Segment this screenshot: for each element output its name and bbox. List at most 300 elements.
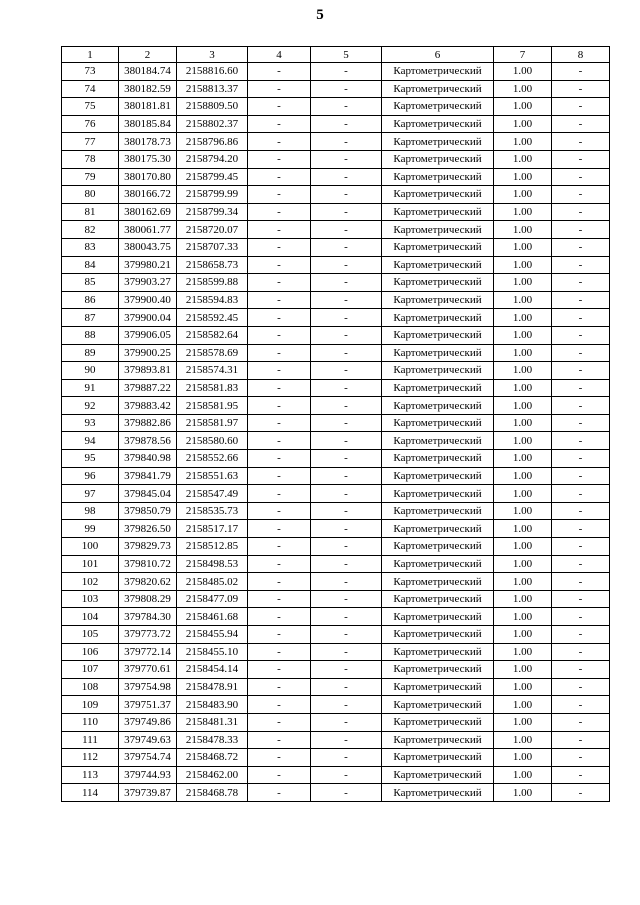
column-8-value-cell: -	[552, 678, 610, 696]
point-number-cell: 84	[62, 256, 119, 274]
column-header-6: 6	[382, 47, 494, 63]
method-cell: Картометрический	[382, 221, 494, 239]
accuracy-cell: 1.00	[494, 502, 552, 520]
y-coordinate-cell: 2158796.86	[177, 133, 248, 151]
point-number-cell: 93	[62, 414, 119, 432]
accuracy-cell: 1.00	[494, 115, 552, 133]
point-number-cell: 82	[62, 221, 119, 239]
column-5-value-cell: -	[311, 731, 382, 749]
accuracy-cell: 1.00	[494, 661, 552, 679]
column-4-value-cell: -	[248, 784, 311, 802]
accuracy-cell: 1.00	[494, 555, 552, 573]
accuracy-cell: 1.00	[494, 80, 552, 98]
accuracy-cell: 1.00	[494, 731, 552, 749]
column-8-value-cell: -	[552, 150, 610, 168]
column-4-value-cell: -	[248, 186, 311, 204]
column-4-value-cell: -	[248, 80, 311, 98]
point-number-cell: 105	[62, 626, 119, 644]
y-coordinate-cell: 2158816.60	[177, 63, 248, 81]
column-4-value-cell: -	[248, 520, 311, 538]
y-coordinate-cell: 2158581.95	[177, 397, 248, 415]
x-coordinate-cell: 379749.86	[119, 713, 177, 731]
column-header-2: 2	[119, 47, 177, 63]
point-number-cell: 95	[62, 450, 119, 468]
point-number-cell: 108	[62, 678, 119, 696]
column-8-value-cell: -	[552, 643, 610, 661]
column-5-value-cell: -	[311, 309, 382, 327]
method-cell: Картометрический	[382, 344, 494, 362]
x-coordinate-cell: 379754.98	[119, 678, 177, 696]
table-row	[62, 713, 610, 731]
table-row	[62, 678, 610, 696]
method-cell: Картометрический	[382, 291, 494, 309]
x-coordinate-cell: 379900.25	[119, 344, 177, 362]
x-coordinate-cell: 379850.79	[119, 502, 177, 520]
x-coordinate-cell: 379739.87	[119, 784, 177, 802]
column-8-value-cell: -	[552, 749, 610, 767]
method-cell: Картометрический	[382, 80, 494, 98]
method-cell: Картометрический	[382, 414, 494, 432]
x-coordinate-cell: 379900.04	[119, 309, 177, 327]
column-5-value-cell: -	[311, 379, 382, 397]
point-number-cell: 80	[62, 186, 119, 204]
method-cell: Картометрический	[382, 555, 494, 573]
column-5-value-cell: -	[311, 326, 382, 344]
x-coordinate-cell: 380182.59	[119, 80, 177, 98]
column-5-value-cell: -	[311, 590, 382, 608]
page-number: 5	[316, 7, 324, 23]
accuracy-cell: 1.00	[494, 573, 552, 591]
point-number-cell: 92	[62, 397, 119, 415]
accuracy-cell: 1.00	[494, 713, 552, 731]
column-8-value-cell: -	[552, 186, 610, 204]
point-number-cell: 73	[62, 63, 119, 81]
column-4-value-cell: -	[248, 203, 311, 221]
x-coordinate-cell: 379903.27	[119, 274, 177, 292]
column-4-value-cell: -	[248, 608, 311, 626]
column-4-value-cell: -	[248, 63, 311, 81]
x-coordinate-cell: 380061.77	[119, 221, 177, 239]
point-number-cell: 85	[62, 274, 119, 292]
table-row	[62, 274, 610, 292]
y-coordinate-cell: 2158454.14	[177, 661, 248, 679]
column-8-value-cell: -	[552, 608, 610, 626]
method-cell: Картометрический	[382, 520, 494, 538]
column-5-value-cell: -	[311, 643, 382, 661]
column-4-value-cell: -	[248, 379, 311, 397]
x-coordinate-cell: 379784.30	[119, 608, 177, 626]
column-5-value-cell: -	[311, 766, 382, 784]
table-row	[62, 344, 610, 362]
column-8-value-cell: -	[552, 168, 610, 186]
column-4-value-cell: -	[248, 450, 311, 468]
column-5-value-cell: -	[311, 573, 382, 591]
point-number-cell: 76	[62, 115, 119, 133]
y-coordinate-cell: 2158462.00	[177, 766, 248, 784]
x-coordinate-cell: 379773.72	[119, 626, 177, 644]
table-row	[62, 326, 610, 344]
accuracy-cell: 1.00	[494, 309, 552, 327]
method-cell: Картометрический	[382, 467, 494, 485]
column-5-value-cell: -	[311, 520, 382, 538]
y-coordinate-cell: 2158478.33	[177, 731, 248, 749]
column-8-value-cell: -	[552, 238, 610, 256]
column-8-value-cell: -	[552, 397, 610, 415]
table-row	[62, 450, 610, 468]
column-5-value-cell: -	[311, 186, 382, 204]
column-5-value-cell: -	[311, 397, 382, 415]
point-number-cell: 113	[62, 766, 119, 784]
y-coordinate-cell: 2158551.63	[177, 467, 248, 485]
column-header-8: 8	[552, 47, 610, 63]
accuracy-cell: 1.00	[494, 150, 552, 168]
method-cell: Картометрический	[382, 696, 494, 714]
column-8-value-cell: -	[552, 661, 610, 679]
table-row	[62, 555, 610, 573]
table-row	[62, 98, 610, 116]
method-cell: Картометрический	[382, 784, 494, 802]
y-coordinate-cell: 2158483.90	[177, 696, 248, 714]
point-number-cell: 83	[62, 238, 119, 256]
column-header-4: 4	[248, 47, 311, 63]
column-8-value-cell: -	[552, 626, 610, 644]
column-8-value-cell: -	[552, 573, 610, 591]
column-4-value-cell: -	[248, 274, 311, 292]
column-4-value-cell: -	[248, 133, 311, 151]
table-row	[62, 397, 610, 415]
method-cell: Картометрический	[382, 573, 494, 591]
x-coordinate-cell: 379882.86	[119, 414, 177, 432]
point-number-cell: 99	[62, 520, 119, 538]
method-cell: Картометрический	[382, 626, 494, 644]
table-row	[62, 696, 610, 714]
accuracy-cell: 1.00	[494, 749, 552, 767]
column-5-value-cell: -	[311, 450, 382, 468]
method-cell: Картометрический	[382, 256, 494, 274]
accuracy-cell: 1.00	[494, 238, 552, 256]
table-row	[62, 379, 610, 397]
x-coordinate-cell: 379772.14	[119, 643, 177, 661]
column-5-value-cell: -	[311, 467, 382, 485]
method-cell: Картометрический	[382, 203, 494, 221]
x-coordinate-cell: 380166.72	[119, 186, 177, 204]
table-header	[62, 47, 610, 63]
column-8-value-cell: -	[552, 766, 610, 784]
accuracy-cell: 1.00	[494, 362, 552, 380]
y-coordinate-cell: 2158592.45	[177, 309, 248, 327]
x-coordinate-cell: 380170.80	[119, 168, 177, 186]
table-body	[62, 63, 610, 802]
point-number-cell: 101	[62, 555, 119, 573]
column-4-value-cell: -	[248, 168, 311, 186]
column-4-value-cell: -	[248, 555, 311, 573]
point-number-cell: 98	[62, 502, 119, 520]
point-number-cell: 100	[62, 538, 119, 556]
accuracy-cell: 1.00	[494, 626, 552, 644]
point-number-cell: 111	[62, 731, 119, 749]
column-4-value-cell: -	[248, 485, 311, 503]
y-coordinate-cell: 2158498.53	[177, 555, 248, 573]
column-5-value-cell: -	[311, 696, 382, 714]
column-8-value-cell: -	[552, 309, 610, 327]
point-number-cell: 114	[62, 784, 119, 802]
method-cell: Картометрический	[382, 133, 494, 151]
point-number-cell: 79	[62, 168, 119, 186]
table-row	[62, 766, 610, 784]
accuracy-cell: 1.00	[494, 432, 552, 450]
table-row	[62, 626, 610, 644]
table-row	[62, 256, 610, 274]
method-cell: Картометрический	[382, 98, 494, 116]
x-coordinate-cell: 379841.79	[119, 467, 177, 485]
x-coordinate-cell: 379900.40	[119, 291, 177, 309]
y-coordinate-cell: 2158455.10	[177, 643, 248, 661]
x-coordinate-cell: 379808.29	[119, 590, 177, 608]
column-5-value-cell: -	[311, 221, 382, 239]
y-coordinate-cell: 2158547.49	[177, 485, 248, 503]
column-8-value-cell: -	[552, 450, 610, 468]
table-row	[62, 63, 610, 81]
column-8-value-cell: -	[552, 63, 610, 81]
column-8-value-cell: -	[552, 274, 610, 292]
point-number-cell: 94	[62, 432, 119, 450]
method-cell: Картометрический	[382, 186, 494, 204]
column-8-value-cell: -	[552, 98, 610, 116]
x-coordinate-cell: 380178.73	[119, 133, 177, 151]
column-4-value-cell: -	[248, 115, 311, 133]
column-4-value-cell: -	[248, 344, 311, 362]
column-8-value-cell: -	[552, 115, 610, 133]
table-row	[62, 150, 610, 168]
column-5-value-cell: -	[311, 678, 382, 696]
x-coordinate-cell: 379770.61	[119, 661, 177, 679]
column-5-value-cell: -	[311, 274, 382, 292]
y-coordinate-cell: 2158580.60	[177, 432, 248, 450]
column-5-value-cell: -	[311, 291, 382, 309]
y-coordinate-cell: 2158535.73	[177, 502, 248, 520]
table-row	[62, 291, 610, 309]
y-coordinate-cell: 2158478.91	[177, 678, 248, 696]
point-number-cell: 77	[62, 133, 119, 151]
column-4-value-cell: -	[248, 362, 311, 380]
accuracy-cell: 1.00	[494, 784, 552, 802]
x-coordinate-cell: 379845.04	[119, 485, 177, 503]
x-coordinate-cell: 379751.37	[119, 696, 177, 714]
x-coordinate-cell: 380185.84	[119, 115, 177, 133]
table-row	[62, 221, 610, 239]
column-4-value-cell: -	[248, 713, 311, 731]
table-row	[62, 80, 610, 98]
accuracy-cell: 1.00	[494, 590, 552, 608]
x-coordinate-cell: 379883.42	[119, 397, 177, 415]
column-5-value-cell: -	[311, 626, 382, 644]
point-number-cell: 74	[62, 80, 119, 98]
table-row	[62, 608, 610, 626]
x-coordinate-cell: 379980.21	[119, 256, 177, 274]
y-coordinate-cell: 2158455.94	[177, 626, 248, 644]
column-8-value-cell: -	[552, 590, 610, 608]
column-5-value-cell: -	[311, 238, 382, 256]
column-5-value-cell: -	[311, 63, 382, 81]
header-row	[62, 47, 610, 63]
column-4-value-cell: -	[248, 326, 311, 344]
x-coordinate-cell: 380175.30	[119, 150, 177, 168]
column-8-value-cell: -	[552, 291, 610, 309]
column-4-value-cell: -	[248, 502, 311, 520]
column-4-value-cell: -	[248, 661, 311, 679]
x-coordinate-cell: 379906.05	[119, 326, 177, 344]
point-number-cell: 90	[62, 362, 119, 380]
accuracy-cell: 1.00	[494, 608, 552, 626]
table-row	[62, 203, 610, 221]
method-cell: Картометрический	[382, 678, 494, 696]
column-5-value-cell: -	[311, 80, 382, 98]
table-row	[62, 502, 610, 520]
method-cell: Картометрический	[382, 326, 494, 344]
y-coordinate-cell: 2158581.97	[177, 414, 248, 432]
accuracy-cell: 1.00	[494, 291, 552, 309]
point-number-cell: 86	[62, 291, 119, 309]
column-header-3: 3	[177, 47, 248, 63]
method-cell: Картометрический	[382, 309, 494, 327]
column-5-value-cell: -	[311, 432, 382, 450]
accuracy-cell: 1.00	[494, 98, 552, 116]
column-8-value-cell: -	[552, 696, 610, 714]
point-number-cell: 102	[62, 573, 119, 591]
x-coordinate-cell: 380184.74	[119, 63, 177, 81]
table-row	[62, 731, 610, 749]
column-4-value-cell: -	[248, 467, 311, 485]
x-coordinate-cell: 379810.72	[119, 555, 177, 573]
column-5-value-cell: -	[311, 98, 382, 116]
accuracy-cell: 1.00	[494, 696, 552, 714]
point-number-cell: 109	[62, 696, 119, 714]
table-row	[62, 467, 610, 485]
method-cell: Картометрический	[382, 115, 494, 133]
x-coordinate-cell: 379878.56	[119, 432, 177, 450]
y-coordinate-cell: 2158552.66	[177, 450, 248, 468]
column-8-value-cell: -	[552, 432, 610, 450]
table-row	[62, 432, 610, 450]
column-4-value-cell: -	[248, 309, 311, 327]
column-5-value-cell: -	[311, 608, 382, 626]
x-coordinate-cell: 379829.73	[119, 538, 177, 556]
column-8-value-cell: -	[552, 80, 610, 98]
column-8-value-cell: -	[552, 414, 610, 432]
column-5-value-cell: -	[311, 661, 382, 679]
column-4-value-cell: -	[248, 573, 311, 591]
column-5-value-cell: -	[311, 485, 382, 503]
y-coordinate-cell: 2158485.02	[177, 573, 248, 591]
column-header-5: 5	[311, 47, 382, 63]
method-cell: Картометрический	[382, 63, 494, 81]
y-coordinate-cell: 2158461.68	[177, 608, 248, 626]
column-4-value-cell: -	[248, 291, 311, 309]
method-cell: Картометрический	[382, 450, 494, 468]
method-cell: Картометрический	[382, 397, 494, 415]
point-number-cell: 81	[62, 203, 119, 221]
method-cell: Картометрический	[382, 661, 494, 679]
column-4-value-cell: -	[248, 731, 311, 749]
table-row	[62, 661, 610, 679]
point-number-cell: 91	[62, 379, 119, 397]
accuracy-cell: 1.00	[494, 274, 552, 292]
y-coordinate-cell: 2158799.34	[177, 203, 248, 221]
y-coordinate-cell: 2158658.73	[177, 256, 248, 274]
x-coordinate-cell: 379893.81	[119, 362, 177, 380]
x-coordinate-cell: 379887.22	[119, 379, 177, 397]
y-coordinate-cell: 2158794.20	[177, 150, 248, 168]
point-number-cell: 103	[62, 590, 119, 608]
column-5-value-cell: -	[311, 168, 382, 186]
x-coordinate-cell: 379744.93	[119, 766, 177, 784]
table-row	[62, 186, 610, 204]
point-number-cell: 88	[62, 326, 119, 344]
y-coordinate-cell: 2158809.50	[177, 98, 248, 116]
method-cell: Картометрический	[382, 766, 494, 784]
method-cell: Картометрический	[382, 168, 494, 186]
y-coordinate-cell: 2158599.88	[177, 274, 248, 292]
table-row	[62, 133, 610, 151]
method-cell: Картометрический	[382, 485, 494, 503]
column-8-value-cell: -	[552, 784, 610, 802]
x-coordinate-cell: 379840.98	[119, 450, 177, 468]
column-5-value-cell: -	[311, 362, 382, 380]
y-coordinate-cell: 2158578.69	[177, 344, 248, 362]
y-coordinate-cell: 2158799.45	[177, 168, 248, 186]
method-cell: Картометрический	[382, 274, 494, 292]
y-coordinate-cell: 2158799.99	[177, 186, 248, 204]
column-4-value-cell: -	[248, 696, 311, 714]
point-number-cell: 97	[62, 485, 119, 503]
table-row	[62, 238, 610, 256]
accuracy-cell: 1.00	[494, 186, 552, 204]
y-coordinate-cell: 2158574.31	[177, 362, 248, 380]
table-row	[62, 784, 610, 802]
column-4-value-cell: -	[248, 678, 311, 696]
table-row	[62, 573, 610, 591]
column-8-value-cell: -	[552, 467, 610, 485]
column-5-value-cell: -	[311, 555, 382, 573]
x-coordinate-cell: 379820.62	[119, 573, 177, 591]
x-coordinate-cell: 380043.75	[119, 238, 177, 256]
column-5-value-cell: -	[311, 713, 382, 731]
point-number-cell: 104	[62, 608, 119, 626]
accuracy-cell: 1.00	[494, 520, 552, 538]
accuracy-cell: 1.00	[494, 326, 552, 344]
point-number-cell: 112	[62, 749, 119, 767]
table-row	[62, 309, 610, 327]
method-cell: Картометрический	[382, 379, 494, 397]
accuracy-cell: 1.00	[494, 678, 552, 696]
column-4-value-cell: -	[248, 256, 311, 274]
column-4-value-cell: -	[248, 150, 311, 168]
column-5-value-cell: -	[311, 203, 382, 221]
column-5-value-cell: -	[311, 133, 382, 151]
column-8-value-cell: -	[552, 713, 610, 731]
table-row	[62, 485, 610, 503]
column-5-value-cell: -	[311, 344, 382, 362]
accuracy-cell: 1.00	[494, 467, 552, 485]
coordinates-table	[61, 46, 610, 802]
column-8-value-cell: -	[552, 221, 610, 239]
column-4-value-cell: -	[248, 643, 311, 661]
table-row	[62, 590, 610, 608]
point-number-cell: 78	[62, 150, 119, 168]
accuracy-cell: 1.00	[494, 168, 552, 186]
column-8-value-cell: -	[552, 256, 610, 274]
y-coordinate-cell: 2158481.31	[177, 713, 248, 731]
